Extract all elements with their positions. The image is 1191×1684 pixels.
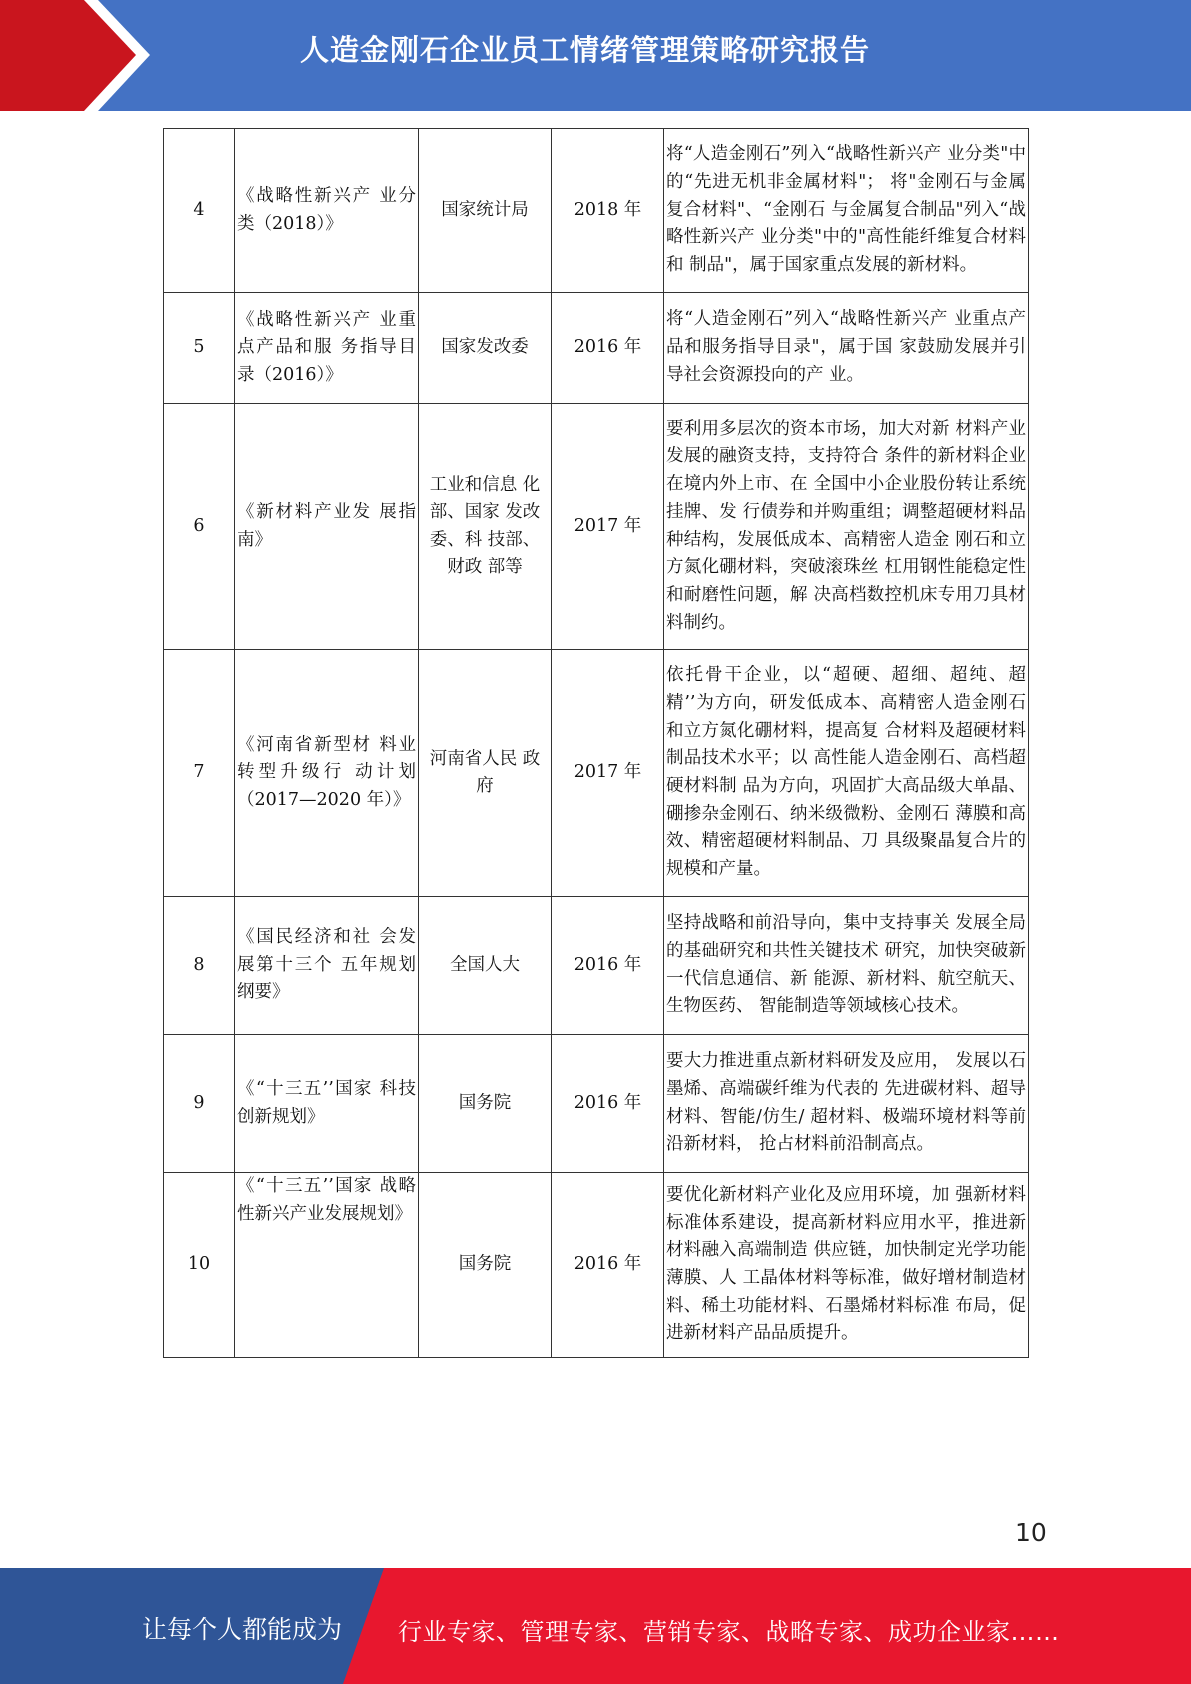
policy-name: 《“十三五’’国家 战略性新兴产业发展规划》 bbox=[235, 1173, 419, 1358]
policy-content bbox=[664, 897, 1029, 1035]
table-row bbox=[164, 293, 1029, 404]
issue-year: 2016 年 bbox=[552, 1035, 664, 1173]
issue-year: 2017 年 bbox=[552, 404, 664, 650]
table-row bbox=[164, 1035, 1029, 1173]
policy-name: 《新材料产业发 展指南》 bbox=[235, 404, 419, 650]
header-banner bbox=[0, 0, 1191, 111]
policy-table bbox=[163, 128, 1029, 1358]
policy-content-text: 将“人造金刚石”列入“战略性新兴产 业重点产品和服务指导目录"，属于国 家鼓励发展并引导社会资源投向的产 业。 bbox=[666, 309, 1026, 385]
row-number: 7 bbox=[164, 650, 235, 897]
policy-name: 《国民经济和社 会发展第十三个 五年规划纲要》 bbox=[235, 897, 419, 1035]
policy-content bbox=[664, 1173, 1029, 1358]
policy-content bbox=[664, 1035, 1029, 1173]
policy-content-text: 将“人造金刚石”列入“战略性新兴产 业分类"中的“先进无机非金属材料"； 将"金刚石与金属复合材料"、“金刚石 与金属复合制品"列入“战略性新兴产 业分类"中的"高性能纤维复合材料和 制品"，属于国家重点发展的新材料。 bbox=[666, 144, 1026, 276]
issuing-agency: 国务院 bbox=[419, 1173, 552, 1358]
policy-content bbox=[664, 650, 1029, 897]
issuing-agency: 国家发改委 bbox=[419, 293, 552, 404]
table-row bbox=[164, 897, 1029, 1035]
issue-year: 2016 年 bbox=[552, 293, 664, 404]
row-number: 4 bbox=[164, 129, 235, 293]
issuing-agency: 国家统计局 bbox=[419, 129, 552, 293]
issue-year: 2016 年 bbox=[552, 1173, 664, 1358]
issue-year: 2017 年 bbox=[552, 650, 664, 897]
policy-content bbox=[664, 129, 1029, 293]
footer-banner bbox=[0, 1568, 1191, 1684]
page-number: 10 bbox=[1015, 1518, 1047, 1547]
issuing-agency: 河南省人民 政府 bbox=[419, 650, 552, 897]
policy-content-text: 要优化新材料产业化及应用环境，加 强新材料标准体系建设，提高新材料应用水平，推进新材料融入高端制造 供应链，加快制定光学功能薄膜、人 工晶体材料等标准，做好增材制造材 料、稀土功能材料、石墨烯材料标准 布局，促进新材料产品品质提升。 bbox=[666, 1184, 1026, 1344]
policy-name: 《战略性新兴产 业重点产品和服 务指导目录（2016）》 bbox=[235, 293, 419, 404]
issue-year: 2018 年 bbox=[552, 129, 664, 293]
policy-content-text: 依托骨干企业，以“超硬、超细、超纯、超精’’为方向，研发低成本、高精密人造金刚石和立方氮化硼材料，提高复 合材料及超硬材料制品技术水平；以 高性能人造金刚石、高档超硬材料制 品为方向，巩固扩大高品级大单晶、 硼掺杂金刚石、纳米级微粉、金刚石 薄膜和高效、精密超硬材料制品、刀 具级聚晶复合片的规模和产量。 bbox=[666, 665, 1026, 880]
policy-name: 《“十三五’’国家 科技创新规划》 bbox=[235, 1035, 419, 1173]
issuing-agency: 国务院 bbox=[419, 1035, 552, 1173]
footer-slogan-roles: 行业专家、管理专家、营销专家、战略专家、成功企业家…… bbox=[398, 1618, 1060, 1646]
table-row bbox=[164, 650, 1029, 897]
row-number: 5 bbox=[164, 293, 235, 404]
policy-content-text: 要利用多层次的资本市场，加大对新 材料产业发展的融资支持，支持符合 条件的新材料企业在境内外上市、在 全国中小企业股份转让系统挂牌、发 行债券和并购重组；调整超硬材料品 种结构，发展低成本、高精密人造金 刚石和立方氮化硼材料，突破滚珠丝 杠用钢性能稳定性和耐磨性问题，解 决高档数控机床专用刀具材料制约。 bbox=[666, 418, 1026, 633]
policy-name: 《战略性新兴产 业分类（2018）》 bbox=[235, 129, 419, 293]
table-row bbox=[164, 129, 1029, 293]
issuing-agency: 全国人大 bbox=[419, 897, 552, 1035]
issue-year: 2016 年 bbox=[552, 897, 664, 1035]
table-row bbox=[164, 404, 1029, 650]
table-row bbox=[164, 1173, 1029, 1358]
policy-name: 《河南省新型材 料业转型升级行 动计划（2017—2020 年）》 bbox=[235, 650, 419, 897]
row-number: 10 bbox=[164, 1173, 235, 1358]
footer-slogan-lead: 让每个人都能成为 bbox=[142, 1615, 343, 1644]
row-number: 9 bbox=[164, 1035, 235, 1173]
issuing-agency: 工业和信息 化部、国家 发改委、科 技部、财政 部等 bbox=[419, 404, 552, 650]
row-number: 6 bbox=[164, 404, 235, 650]
row-number: 8 bbox=[164, 897, 235, 1035]
report-title: 人造金刚石企业员工情绪管理策略研究报告 bbox=[300, 33, 871, 67]
policy-content bbox=[664, 293, 1029, 404]
policy-content-text: 坚持战略和前沿导向，集中支持事关 发展全局的基础研究和共性关键技术 研究，加快突破新一代信息通信、新 能源、新材料、航空航天、生物医药、 智能制造等领域核心技术。 bbox=[666, 913, 1026, 1017]
policy-content-text: 要大力推进重点新材料研发及应用， 发展以石墨烯、高端碳纤维为代表的 先进碳材料、超导材料、智能/仿生/ 超材料、极端环境材料等前沿新材料， 抢占材料前沿制高点。 bbox=[666, 1051, 1026, 1155]
policy-content bbox=[664, 404, 1029, 650]
